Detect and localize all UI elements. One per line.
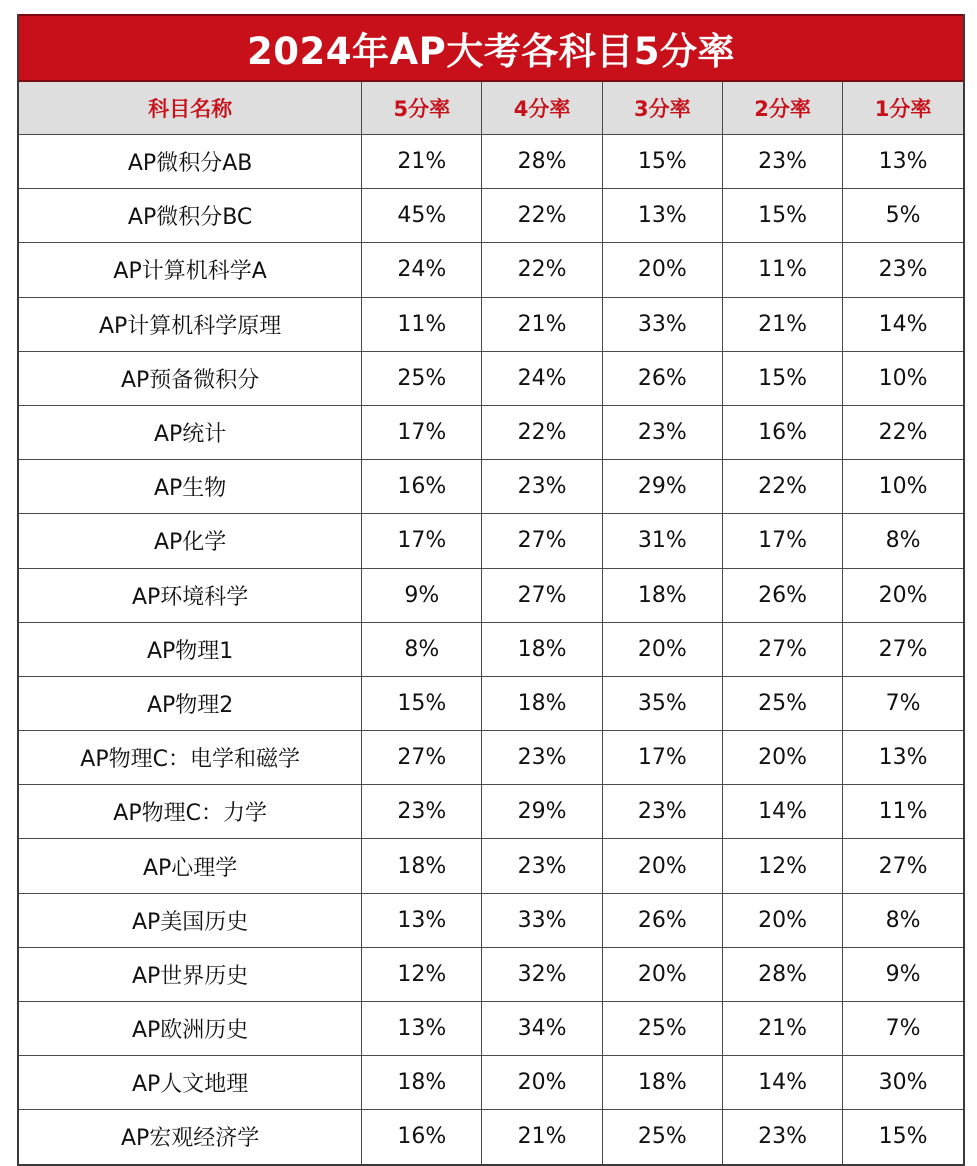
rate-3-cell: 29% [602, 460, 722, 514]
rate-5-cell: 25% [362, 351, 482, 405]
rate-1-cell: 22% [843, 405, 963, 459]
rate-3-cell: 23% [602, 405, 722, 459]
rate-2-cell: 22% [722, 460, 842, 514]
rate-5-cell: 23% [362, 785, 482, 839]
rate-2-cell: 27% [722, 622, 842, 676]
score-rate-table [19, 82, 963, 1164]
table-row [19, 568, 963, 622]
rate-3-cell: 20% [602, 243, 722, 297]
header-rate-2: 2分率 [722, 82, 842, 135]
rate-1-cell: 8% [843, 514, 963, 568]
rate-2-cell: 16% [722, 405, 842, 459]
subject-cell: AP物理C：力学 [19, 785, 362, 839]
table-row [19, 1002, 963, 1056]
rate-5-cell: 18% [362, 1056, 482, 1110]
rate-4-cell: 22% [482, 405, 602, 459]
table-row [19, 785, 963, 839]
rate-4-cell: 34% [482, 1002, 602, 1056]
rate-4-cell: 24% [482, 351, 602, 405]
rate-5-cell: 16% [362, 460, 482, 514]
rate-5-cell: 13% [362, 893, 482, 947]
rate-4-cell: 27% [482, 514, 602, 568]
table-row [19, 731, 963, 785]
rate-2-cell: 21% [722, 297, 842, 351]
table-row [19, 460, 963, 514]
rate-2-cell: 26% [722, 568, 842, 622]
subject-cell: AP欧洲历史 [19, 1002, 362, 1056]
rate-4-cell: 21% [482, 297, 602, 351]
table-row [19, 1056, 963, 1110]
rate-4-cell: 28% [482, 135, 602, 189]
subject-cell: AP世界历史 [19, 947, 362, 1001]
rate-5-cell: 16% [362, 1110, 482, 1164]
rate-1-cell: 27% [843, 839, 963, 893]
rate-4-cell: 33% [482, 893, 602, 947]
rate-1-cell: 5% [843, 189, 963, 243]
rate-4-cell: 21% [482, 1110, 602, 1164]
rate-3-cell: 25% [602, 1110, 722, 1164]
table-row [19, 135, 963, 189]
score-rate-table-sheet [17, 14, 965, 1166]
rate-5-cell: 15% [362, 676, 482, 730]
rate-1-cell: 13% [843, 731, 963, 785]
rate-1-cell: 13% [843, 135, 963, 189]
table-body [19, 135, 963, 1164]
subject-cell: AP生物 [19, 460, 362, 514]
rate-4-cell: 32% [482, 947, 602, 1001]
rate-1-cell: 10% [843, 460, 963, 514]
subject-cell: AP环境科学 [19, 568, 362, 622]
table-title: 2024年AP大考各科目5分率 [19, 14, 963, 82]
rate-2-cell: 17% [722, 514, 842, 568]
subject-cell: AP化学 [19, 514, 362, 568]
rate-4-cell: 18% [482, 622, 602, 676]
table-row [19, 947, 963, 1001]
subject-cell: AP物理1 [19, 622, 362, 676]
rate-1-cell: 23% [843, 243, 963, 297]
rate-5-cell: 13% [362, 1002, 482, 1056]
rate-1-cell: 20% [843, 568, 963, 622]
table-row [19, 514, 963, 568]
rate-1-cell: 15% [843, 1110, 963, 1164]
subject-cell: AP统计 [19, 405, 362, 459]
rate-1-cell: 11% [843, 785, 963, 839]
rate-1-cell: 10% [843, 351, 963, 405]
rate-3-cell: 26% [602, 893, 722, 947]
table-row [19, 622, 963, 676]
rate-1-cell: 27% [843, 622, 963, 676]
subject-cell: AP物理C：电学和磁学 [19, 731, 362, 785]
rate-2-cell: 14% [722, 1056, 842, 1110]
rate-1-cell: 7% [843, 676, 963, 730]
rate-4-cell: 27% [482, 568, 602, 622]
rate-2-cell: 28% [722, 947, 842, 1001]
rate-2-cell: 21% [722, 1002, 842, 1056]
header-subject: 科目名称 [19, 82, 362, 135]
rate-4-cell: 18% [482, 676, 602, 730]
rate-3-cell: 25% [602, 1002, 722, 1056]
header-rate-5: 5分率 [362, 82, 482, 135]
rate-5-cell: 17% [362, 514, 482, 568]
header-rate-4: 4分率 [482, 82, 602, 135]
rate-2-cell: 15% [722, 351, 842, 405]
rate-2-cell: 20% [722, 731, 842, 785]
rate-5-cell: 17% [362, 405, 482, 459]
rate-3-cell: 18% [602, 1056, 722, 1110]
rate-2-cell: 23% [722, 135, 842, 189]
table-row [19, 189, 963, 243]
subject-cell: AP计算机科学A [19, 243, 362, 297]
subject-cell: AP微积分BC [19, 189, 362, 243]
rate-4-cell: 20% [482, 1056, 602, 1110]
rate-4-cell: 22% [482, 243, 602, 297]
rate-3-cell: 15% [602, 135, 722, 189]
rate-4-cell: 29% [482, 785, 602, 839]
rate-3-cell: 18% [602, 568, 722, 622]
rate-3-cell: 31% [602, 514, 722, 568]
rate-5-cell: 11% [362, 297, 482, 351]
table-row [19, 893, 963, 947]
header-rate-3: 3分率 [602, 82, 722, 135]
rate-4-cell: 23% [482, 731, 602, 785]
rate-2-cell: 20% [722, 893, 842, 947]
subject-cell: AP微积分AB [19, 135, 362, 189]
rate-1-cell: 7% [843, 1002, 963, 1056]
rate-3-cell: 17% [602, 731, 722, 785]
subject-cell: AP物理2 [19, 676, 362, 730]
rate-4-cell: 22% [482, 189, 602, 243]
subject-cell: AP美国历史 [19, 893, 362, 947]
rate-1-cell: 30% [843, 1056, 963, 1110]
table-row [19, 351, 963, 405]
table-row [19, 243, 963, 297]
rate-5-cell: 9% [362, 568, 482, 622]
rate-3-cell: 23% [602, 785, 722, 839]
rate-3-cell: 35% [602, 676, 722, 730]
table-row [19, 676, 963, 730]
rate-1-cell: 8% [843, 893, 963, 947]
rate-5-cell: 12% [362, 947, 482, 1001]
rate-5-cell: 24% [362, 243, 482, 297]
table-row [19, 405, 963, 459]
rate-3-cell: 20% [602, 622, 722, 676]
rate-2-cell: 12% [722, 839, 842, 893]
header-rate-1: 1分率 [843, 82, 963, 135]
rate-1-cell: 14% [843, 297, 963, 351]
rate-5-cell: 8% [362, 622, 482, 676]
rate-5-cell: 18% [362, 839, 482, 893]
header-row [19, 82, 963, 135]
rate-5-cell: 21% [362, 135, 482, 189]
rate-4-cell: 23% [482, 839, 602, 893]
rate-3-cell: 13% [602, 189, 722, 243]
rate-5-cell: 27% [362, 731, 482, 785]
rate-3-cell: 20% [602, 839, 722, 893]
table-row [19, 839, 963, 893]
rate-3-cell: 26% [602, 351, 722, 405]
rate-5-cell: 45% [362, 189, 482, 243]
table-row [19, 297, 963, 351]
rate-2-cell: 15% [722, 189, 842, 243]
rate-4-cell: 23% [482, 460, 602, 514]
subject-cell: AP心理学 [19, 839, 362, 893]
rate-1-cell: 9% [843, 947, 963, 1001]
rate-3-cell: 20% [602, 947, 722, 1001]
subject-cell: AP预备微积分 [19, 351, 362, 405]
rate-2-cell: 14% [722, 785, 842, 839]
rate-2-cell: 11% [722, 243, 842, 297]
subject-cell: AP计算机科学原理 [19, 297, 362, 351]
rate-2-cell: 25% [722, 676, 842, 730]
rate-2-cell: 23% [722, 1110, 842, 1164]
subject-cell: AP人文地理 [19, 1056, 362, 1110]
rate-3-cell: 33% [602, 297, 722, 351]
subject-cell: AP宏观经济学 [19, 1110, 362, 1164]
